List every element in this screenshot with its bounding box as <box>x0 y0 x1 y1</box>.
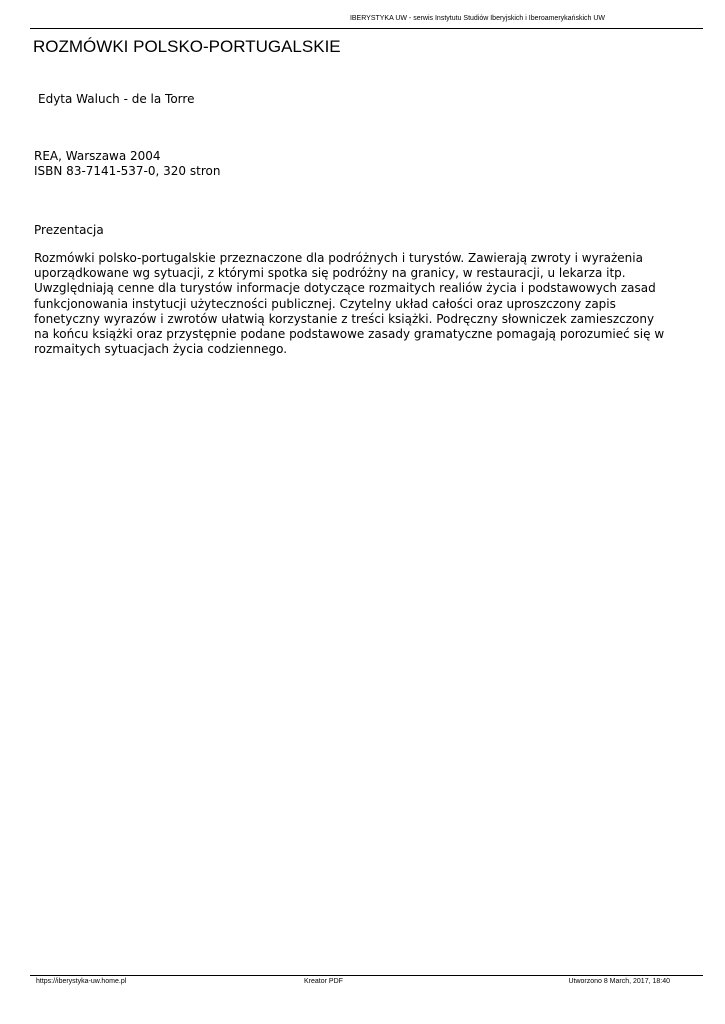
presentation-text: Rozmówki polsko-portugalskie przeznaczone dla podróżnych i turystów. Zawierają zwroty i wyrażenia uporządkowane wg sytuacji, z którymi spotka się podróżny na granicy, w restauracji, u lekarza itp. Uwzględniają cenne dla turystów informacje dotyczące rozmaitych realiów życia i podstawowych zasad funkcjonowania instytucji użyteczności publicznej. Czytelny układ całości oraz uproszczony zapis fonetyczny wyrazów i zwrotów ułatwią korzystanie z treści książki. Podręczny słowniczek zamieszczony na końcu książki oraz przystępnie podane podstawowe zasady gramatyczne pomagają porozumieć się w rozmaitych sytuacjach życia codziennego. <box>34 251 665 357</box>
publisher-line: REA, Warszawa 2004 <box>34 149 161 163</box>
footer-url[interactable]: https://iberystyka-uw.home.pl <box>36 978 127 985</box>
site-footer <box>0 977 725 986</box>
page-title: ROZMÓWKI POLSKO-PORTUGALSKIE <box>33 37 341 56</box>
publication-info <box>34 149 220 179</box>
isbn-line: ISBN 83-7141-537-0, 320 stron <box>34 164 221 178</box>
footer-created-date: Utworzono 8 March, 2017, 18:40 <box>568 978 670 985</box>
footer-divider <box>30 975 703 976</box>
footer-generator: Kreator PDF <box>304 978 343 985</box>
presentation-heading: Prezentacja <box>34 223 104 237</box>
header-divider <box>30 28 703 29</box>
book-author: Edyta Waluch - de la Torre <box>38 92 195 106</box>
site-header: IBERYSTYKA UW - serwis Instytutu Studiów Iberyjskich i Iberoamerykańskich UW <box>349 15 605 22</box>
